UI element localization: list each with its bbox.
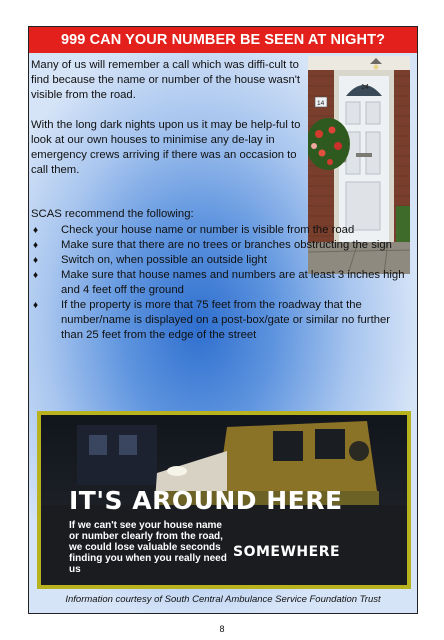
list-item	[31, 268, 411, 298]
door-number-text: 14	[361, 84, 369, 91]
intro-text	[31, 58, 307, 193]
bullet-icon: ♦	[33, 300, 39, 311]
page-title: 999 CAN YOUR NUMBER BE SEEN AT NIGHT?	[29, 27, 417, 53]
ambulance-banner	[37, 411, 411, 589]
intro-paragraph-1: Many of us will remember a call which was diffi-cult to find because the name or number of the house wasn't visible from the road.	[31, 59, 301, 101]
list-item-text: If the property is more that 75 feet from the roadway that the number/name is displayed on a post-box/gate or similar no further than 25 feet from the edge of the street	[61, 299, 391, 341]
list-item	[31, 253, 411, 268]
list-item	[31, 238, 411, 253]
intro-paragraph-2: With the long dark nights upon us it may be help-ful to look at our own houses to minimise any de-lay in emergency crews arriving if there was an occasion to call them.	[31, 119, 301, 176]
bullet-icon: ♦	[33, 225, 39, 236]
banner-headline: IT'S AROUND HERE	[69, 486, 343, 515]
list-item	[31, 298, 411, 343]
banner-body-text: If we can't see your house name or number clearly from the road, we could lose valuable seconds finding you when you really need us	[69, 520, 227, 575]
list-item-text: Check your house name or number is visible from the road	[61, 224, 355, 236]
bullet-icon: ♦	[33, 240, 39, 251]
list-item-text: Make sure that there are no trees or branches obstructing the sign	[61, 239, 392, 251]
bullet-icon: ♦	[33, 255, 39, 266]
list-item-text: Make sure that house names and numbers are at least 3 inches high and 4 feet off the ground	[61, 269, 405, 296]
page-frame	[28, 26, 418, 614]
list-item-text: Switch on, when possible an outside light	[61, 254, 267, 266]
page-number: 8	[219, 624, 225, 634]
recommendations-list	[31, 223, 411, 343]
house-number-plate-text: 14	[317, 100, 325, 107]
bullet-icon: ♦	[33, 270, 39, 281]
credit-line: Information courtesy of South Central Ambulance Service Foundation Trust	[65, 594, 381, 605]
list-item	[31, 223, 411, 238]
banner-tagline: SOMEWHERE	[233, 544, 341, 560]
recommendations-title: SCAS recommend the following:	[31, 208, 194, 220]
